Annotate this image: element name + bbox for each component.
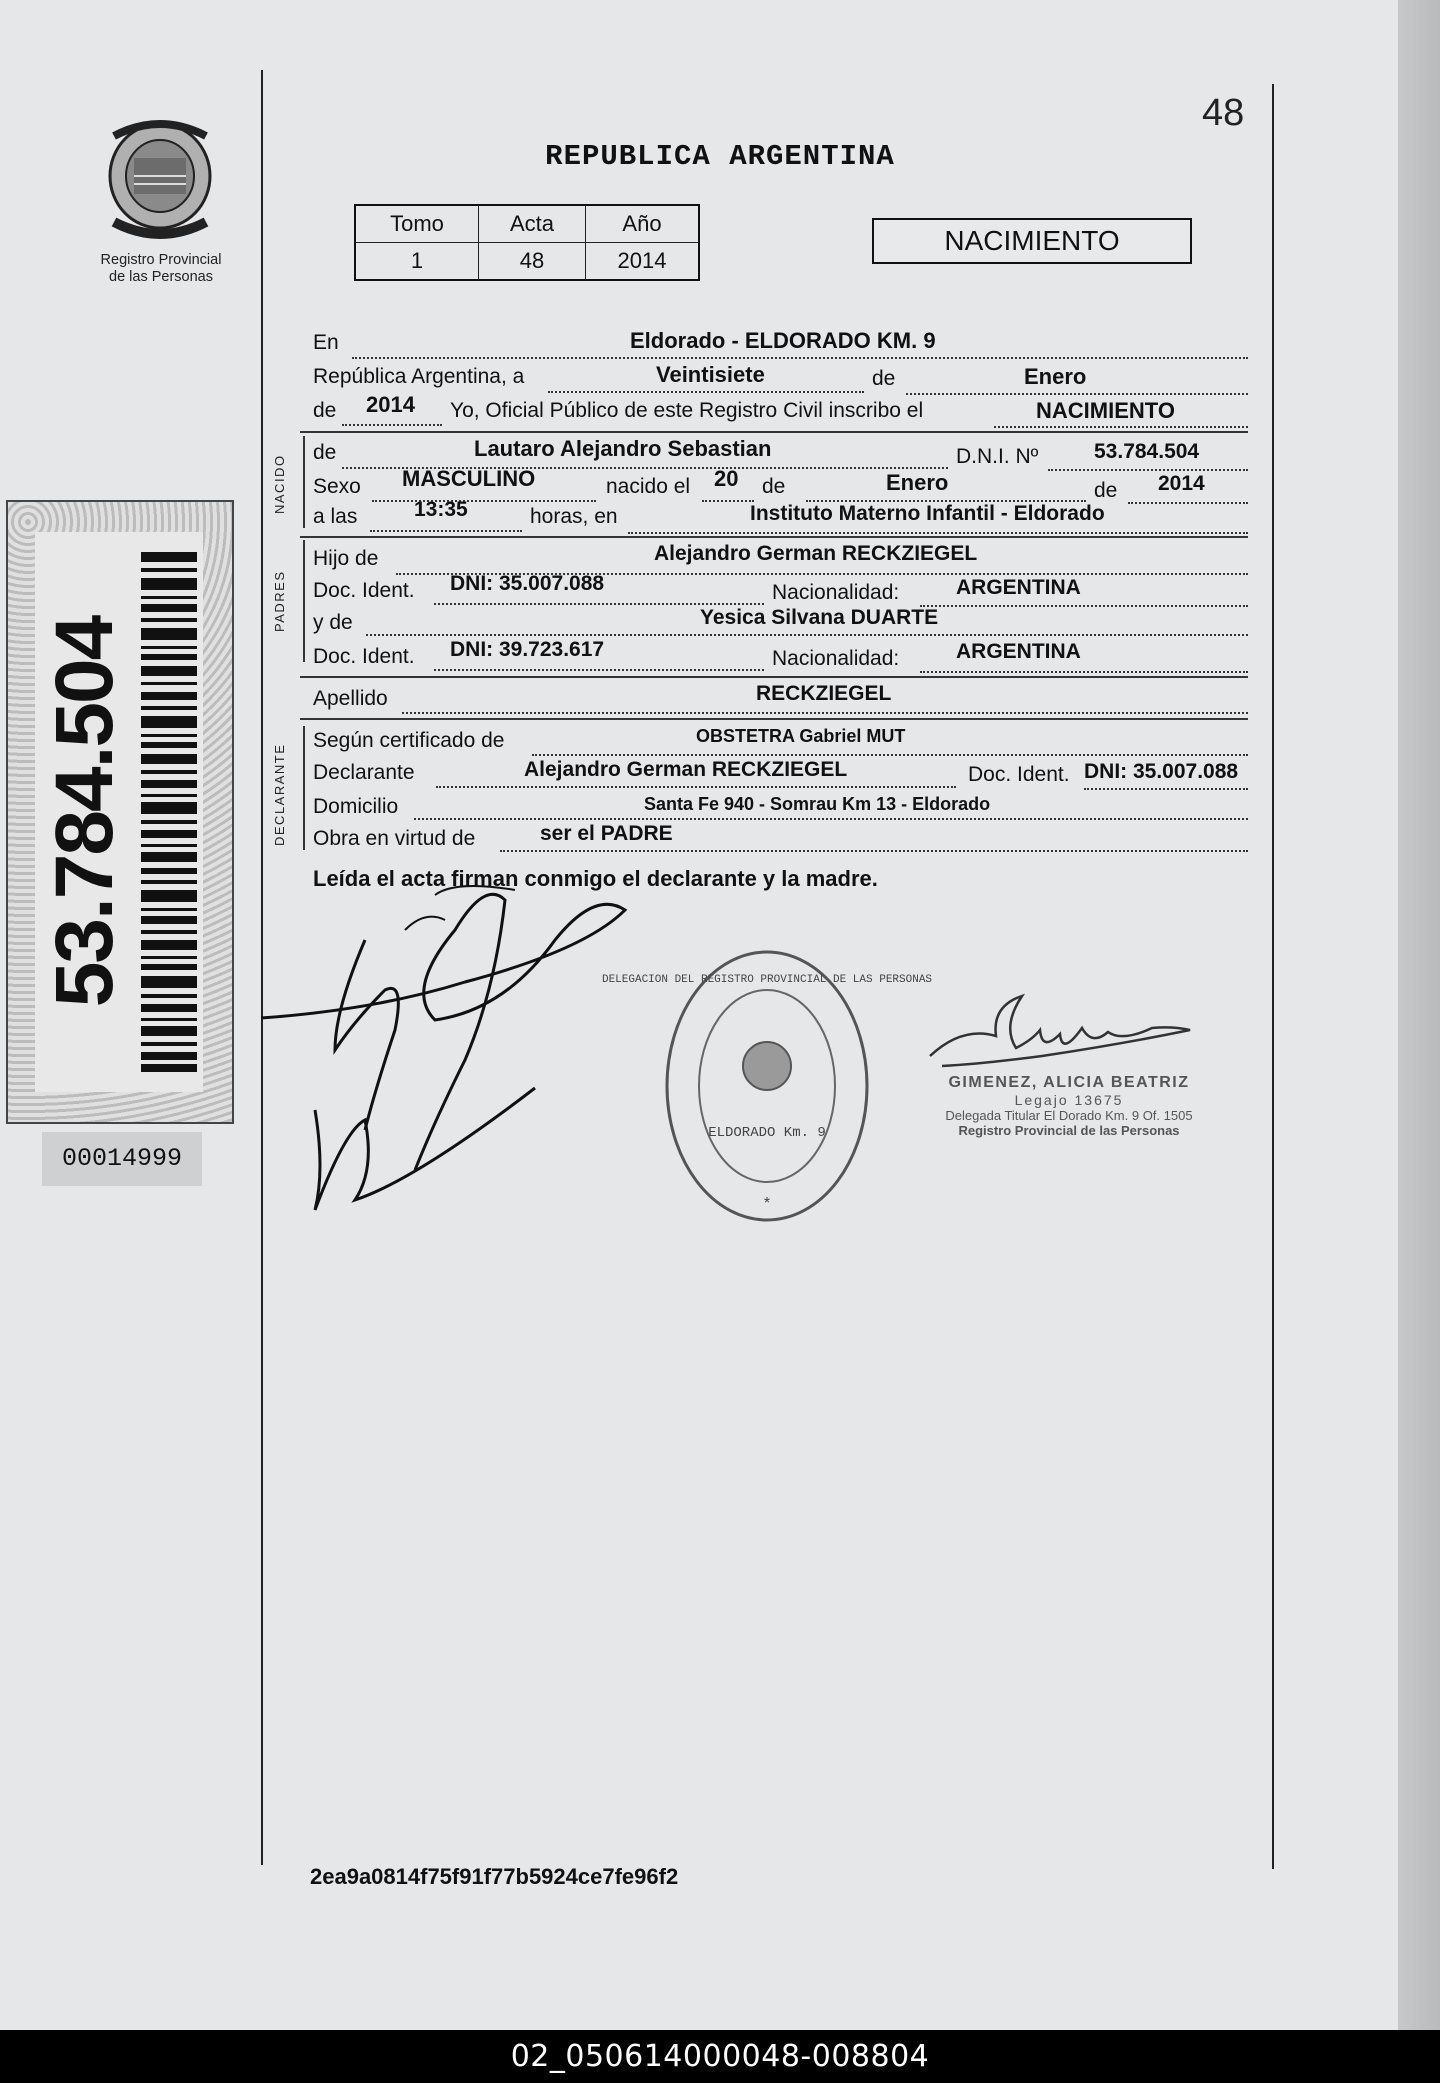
value-tipo: NACIMIENTO <box>1036 398 1175 423</box>
page-edge <box>1398 0 1440 2030</box>
dotted-line <box>372 500 596 502</box>
ref-header-anio: Año <box>586 205 700 243</box>
value-hora: 13:35 <box>414 498 468 521</box>
value-lugar-nac: Instituto Materno Infantil - Eldorado <box>750 502 1105 525</box>
document-hash: 2ea9a0814f75f91f77b5924ce7fe96f2 <box>310 1864 679 1889</box>
label-declarante: Declarante <box>313 761 415 784</box>
section-label-padres: PADRES <box>272 570 287 632</box>
official-name: GIMENEZ, ALICIA BEATRIZ <box>948 1074 1190 1091</box>
closing-statement: Leída el acta firman conmigo el declarante y la madre. <box>313 866 878 891</box>
dotted-line <box>414 818 1248 820</box>
ref-value-tomo: 1 <box>355 243 479 281</box>
org-line-2: de las Personas <box>109 269 213 285</box>
dotted-line <box>532 754 1248 756</box>
stamp-ring-text: DELEGACION DEL REGISTRO PROVINCIAL DE LAS PERSONAS <box>601 974 933 986</box>
label-de-anio: de <box>1094 479 1118 502</box>
value-apellido: RECKZIEGEL <box>756 682 892 705</box>
barcode-bars <box>141 552 197 1072</box>
value-mes-nac: Enero <box>886 470 949 495</box>
dotted-line <box>920 605 1248 607</box>
dotted-line <box>366 634 1248 636</box>
barcode-number: 53.784.504 <box>39 616 130 1008</box>
page-number: 48 <box>1202 92 1245 134</box>
label-nacido-el: nacido el <box>606 475 691 498</box>
label-de-year: de <box>313 399 337 422</box>
ref-value-anio: 2014 <box>586 243 700 281</box>
value-madre: Yesica Silvana DUARTE <box>700 606 939 629</box>
ref-header-tomo: Tomo <box>355 205 479 243</box>
right-margin-line <box>1272 84 1274 1869</box>
value-obra: ser el PADRE <box>540 822 673 845</box>
value-nombre: Lautaro Alejandro Sebastian <box>474 436 772 461</box>
org-line-1: Registro Provincial <box>100 252 222 268</box>
label-dni: D.N.I. Nº <box>956 445 1039 468</box>
divider <box>300 676 1248 678</box>
ref-header-acta: Acta <box>479 205 586 243</box>
label-horas-en: horas, en <box>530 505 618 528</box>
ref-value-acta: 48 <box>479 243 586 281</box>
dotted-line <box>920 671 1248 673</box>
label-doc-ident-padre: Doc. Ident. <box>313 579 415 602</box>
registry-stamp <box>601 946 933 1226</box>
section-label-declarante: DECLARANTE <box>272 743 287 846</box>
dotted-line <box>352 357 1248 359</box>
dotted-line <box>434 603 764 605</box>
dotted-line <box>628 532 1248 534</box>
label-a-las: a las <box>313 505 358 528</box>
label-nacionalidad-padre: Nacionalidad: <box>772 581 900 604</box>
label-yo: Yo, Oficial Público de este Registro Civil inscribo el <box>450 399 924 422</box>
divider <box>300 431 1248 433</box>
dotted-line <box>1084 788 1248 790</box>
declarant-signature <box>255 870 635 1220</box>
svg-text:*: * <box>763 1195 771 1212</box>
value-madre-dni: DNI: 39.723.617 <box>450 638 605 661</box>
dotted-line <box>342 424 442 426</box>
reference-table <box>354 204 700 281</box>
value-domicilio: Santa Fe 940 - Somrau Km 13 - Eldorado <box>644 794 991 814</box>
divider <box>300 718 1248 720</box>
document-title: REPUBLICA ARGENTINA <box>545 140 895 173</box>
dotted-line <box>548 391 864 393</box>
value-dni: 53.784.504 <box>1094 440 1200 463</box>
dotted-line <box>402 712 1248 714</box>
dotted-line <box>994 426 1248 428</box>
label-en: En <box>313 331 339 354</box>
dotted-line <box>1048 469 1248 471</box>
dotted-line <box>436 786 956 788</box>
value-padre-dni: DNI: 35.007.088 <box>450 572 605 595</box>
divider <box>300 536 1248 538</box>
label-sexo: Sexo <box>313 475 361 498</box>
section-label-nacido: NACIDO <box>272 454 287 514</box>
value-sexo: MASCULINO <box>402 466 536 491</box>
value-declarante-dni: DNI: 35.007.088 <box>1084 760 1239 783</box>
official-legajo: Legajo 13675 <box>1014 1092 1124 1108</box>
dotted-line <box>434 669 764 671</box>
label-domicilio: Domicilio <box>313 795 399 818</box>
act-type-box: NACIMIENTO <box>872 218 1192 264</box>
label-de-mes: de <box>762 475 786 498</box>
section-bracket-nacido <box>303 436 305 528</box>
dotted-line <box>500 850 1248 852</box>
file-id-bar: 02_050614000048-008804 <box>0 2030 1440 2083</box>
value-dia-nac: 20 <box>714 466 739 491</box>
barcode-label <box>35 532 203 1092</box>
value-padre: Alejandro German RECKZIEGEL <box>654 542 978 565</box>
label-hijo-de: Hijo de <box>313 547 379 570</box>
label-doc-ident-declarante: Doc. Ident. <box>968 763 1070 786</box>
value-lugar: Eldorado - ELDORADO KM. 9 <box>630 328 936 353</box>
official-role: Delegada Titular El Dorado Km. 9 Of. 1505 <box>945 1108 1193 1123</box>
label-doc-ident-madre: Doc. Ident. <box>313 645 415 668</box>
value-anio: 2014 <box>366 392 415 417</box>
dotted-line <box>702 500 754 502</box>
value-mes: Enero <box>1024 364 1087 389</box>
dotted-line <box>1128 502 1248 504</box>
label-y-de: y de <box>313 611 353 634</box>
provincial-seal-logo <box>100 118 220 248</box>
official-block <box>904 1074 1234 1138</box>
control-number: 00014999 <box>42 1132 202 1186</box>
value-madre-nac: ARGENTINA <box>956 640 1081 663</box>
value-dia: Veintisiete <box>656 362 765 387</box>
label-apellido: Apellido <box>313 687 388 710</box>
stamp-inner-text: ELDORADO Km. 9 <box>708 1125 826 1141</box>
barcode-panel <box>6 500 234 1124</box>
reference-header-row <box>355 205 699 243</box>
label-obra: Obra en virtud de <box>313 827 476 850</box>
section-bracket-padres <box>303 540 305 662</box>
value-anio-nac: 2014 <box>1158 472 1205 495</box>
label-de: de <box>872 367 896 390</box>
label-nacionalidad-madre: Nacionalidad: <box>772 647 900 670</box>
reference-value-row <box>355 243 699 281</box>
label-de-nombre: de <box>313 441 337 464</box>
official-org: Registro Provincial de las Personas <box>958 1123 1180 1138</box>
label-segun: Según certificado de <box>313 729 505 752</box>
registry-org-name <box>86 252 236 286</box>
value-certificado: OBSTETRA Gabriel MUT <box>696 726 906 746</box>
dotted-line <box>906 393 1248 395</box>
value-declarante: Alejandro German RECKZIEGEL <box>524 758 848 781</box>
value-padre-nac: ARGENTINA <box>956 576 1081 599</box>
dotted-line <box>370 530 522 532</box>
section-bracket-declarante <box>303 726 305 850</box>
label-republica: República Argentina, a <box>313 365 525 388</box>
